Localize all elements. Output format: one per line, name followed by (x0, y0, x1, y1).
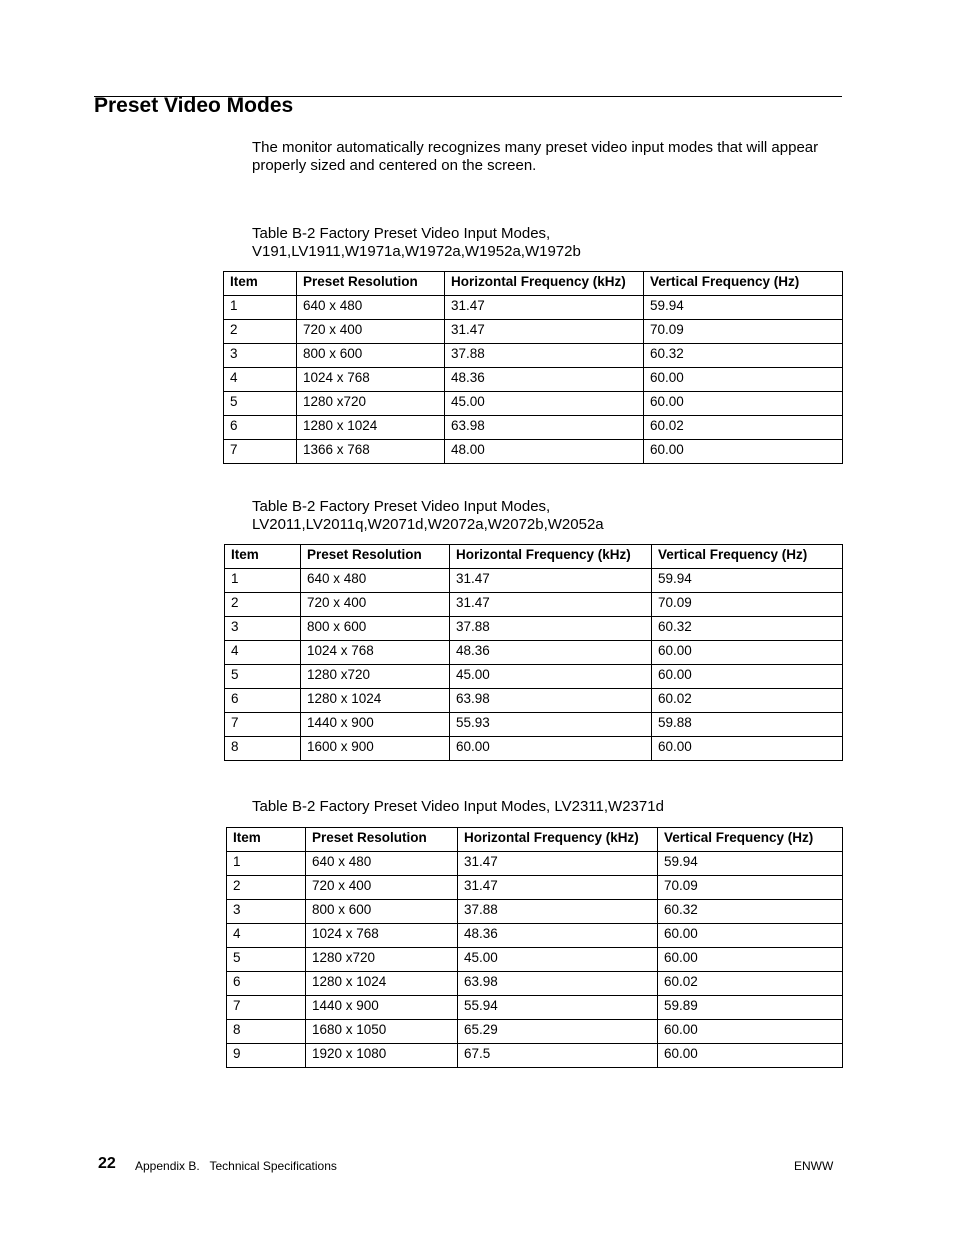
cell-horizontal: 37.88 (450, 617, 652, 641)
cell-item: 3 (224, 344, 297, 368)
cell-vertical: 70.09 (658, 876, 843, 900)
page-title: Preset Video Modes (94, 94, 294, 117)
cell-horizontal: 48.36 (458, 924, 658, 948)
table-row (224, 344, 843, 368)
header-preset-resolution: Preset Resolution (306, 828, 458, 852)
cell-vertical: 60.00 (644, 368, 843, 392)
cell-horizontal: 63.98 (445, 416, 644, 440)
cell-vertical: 60.32 (658, 900, 843, 924)
table-caption-1-line2: V191,LV1911,W1971a,W1972a,W1952a,W1972b (252, 243, 581, 260)
cell-resolution: 800 x 600 (301, 617, 450, 641)
cell-item: 6 (224, 416, 297, 440)
cell-item: 4 (225, 641, 301, 665)
cell-horizontal: 37.88 (458, 900, 658, 924)
table-row (225, 689, 843, 713)
cell-item: 3 (227, 900, 306, 924)
cell-horizontal: 45.00 (458, 948, 658, 972)
cell-item: 5 (225, 665, 301, 689)
cell-resolution: 720 x 400 (301, 593, 450, 617)
table-header-row (225, 545, 843, 569)
table-row (224, 392, 843, 416)
header-item: Item (224, 272, 297, 296)
cell-item: 1 (225, 569, 301, 593)
header-vertical-frequency: Vertical Frequency (Hz) (644, 272, 843, 296)
table-row (227, 852, 843, 876)
cell-vertical: 60.00 (658, 1020, 843, 1044)
page-number: 22 (98, 1155, 116, 1172)
header-horizontal-frequency: Horizontal Frequency (kHz) (458, 828, 658, 852)
intro-paragraph: The monitor automatically recognizes many preset video input modes that will appear properly sized and centered on the screen. (252, 139, 819, 174)
table-row (227, 900, 843, 924)
cell-item: 2 (225, 593, 301, 617)
cell-horizontal: 31.47 (458, 876, 658, 900)
cell-resolution: 1440 x 900 (301, 713, 450, 737)
cell-horizontal: 48.36 (450, 641, 652, 665)
header-vertical-frequency: Vertical Frequency (Hz) (652, 545, 843, 569)
cell-item: 4 (224, 368, 297, 392)
preset-modes-table-1 (223, 271, 843, 464)
table-row (227, 948, 843, 972)
cell-vertical: 60.00 (658, 924, 843, 948)
header-vertical-frequency: Vertical Frequency (Hz) (658, 828, 843, 852)
table-row (227, 972, 843, 996)
table-row (225, 665, 843, 689)
table-row (224, 440, 843, 464)
cell-vertical: 60.32 (644, 344, 843, 368)
header-preset-resolution: Preset Resolution (297, 272, 445, 296)
cell-item: 2 (224, 320, 297, 344)
cell-resolution: 1680 x 1050 (306, 1020, 458, 1044)
cell-horizontal: 31.47 (445, 320, 644, 344)
cell-vertical: 59.94 (652, 569, 843, 593)
table-row (227, 876, 843, 900)
cell-resolution: 1280 x 1024 (306, 972, 458, 996)
cell-resolution: 1280 x 1024 (297, 416, 445, 440)
cell-item: 5 (227, 948, 306, 972)
table-header-row (227, 828, 843, 852)
cell-horizontal: 45.00 (450, 665, 652, 689)
preset-modes-table-2 (224, 544, 843, 761)
table-row (225, 593, 843, 617)
cell-resolution: 720 x 400 (306, 876, 458, 900)
table-row (225, 713, 843, 737)
cell-horizontal: 31.47 (445, 296, 644, 320)
cell-resolution: 640 x 480 (297, 296, 445, 320)
cell-vertical: 60.00 (652, 665, 843, 689)
header-item: Item (227, 828, 306, 852)
cell-resolution: 720 x 400 (297, 320, 445, 344)
table-caption-3 (252, 798, 664, 816)
cell-horizontal: 55.94 (458, 996, 658, 1020)
table-row (224, 296, 843, 320)
cell-horizontal: 60.00 (450, 737, 652, 761)
cell-horizontal: 31.47 (450, 593, 652, 617)
cell-horizontal: 31.47 (450, 569, 652, 593)
cell-vertical: 70.09 (644, 320, 843, 344)
cell-vertical: 60.02 (658, 972, 843, 996)
cell-vertical: 59.89 (658, 996, 843, 1020)
cell-resolution: 1024 x 768 (306, 924, 458, 948)
cell-item: 5 (224, 392, 297, 416)
cell-resolution: 1280 x720 (301, 665, 450, 689)
cell-resolution: 800 x 600 (306, 900, 458, 924)
cell-item: 8 (227, 1020, 306, 1044)
cell-horizontal: 65.29 (458, 1020, 658, 1044)
table-caption-2 (252, 498, 604, 534)
cell-vertical: 59.94 (644, 296, 843, 320)
cell-item: 8 (225, 737, 301, 761)
table-row (225, 569, 843, 593)
table-row (224, 320, 843, 344)
cell-resolution: 640 x 480 (301, 569, 450, 593)
cell-horizontal: 37.88 (445, 344, 644, 368)
cell-item: 1 (227, 852, 306, 876)
table-caption-1 (252, 225, 581, 261)
cell-vertical: 70.09 (652, 593, 843, 617)
cell-horizontal: 63.98 (458, 972, 658, 996)
cell-horizontal: 48.36 (445, 368, 644, 392)
cell-vertical: 59.88 (652, 713, 843, 737)
cell-item: 6 (227, 972, 306, 996)
header-horizontal-frequency: Horizontal Frequency (kHz) (450, 545, 652, 569)
table-caption-3-line1: Table B-2 Factory Preset Video Input Modes, LV2311,W2371d (252, 798, 664, 815)
cell-resolution: 800 x 600 (297, 344, 445, 368)
table-row (227, 924, 843, 948)
footer-locale: ENWW (794, 1159, 834, 1173)
cell-vertical: 60.02 (644, 416, 843, 440)
cell-resolution: 1440 x 900 (306, 996, 458, 1020)
table-caption-1-line1: Table B-2 Factory Preset Video Input Modes, (252, 225, 551, 242)
cell-resolution: 640 x 480 (306, 852, 458, 876)
cell-item: 7 (224, 440, 297, 464)
table-row (225, 617, 843, 641)
cell-vertical: 59.94 (658, 852, 843, 876)
cell-vertical: 60.00 (652, 641, 843, 665)
header-item: Item (225, 545, 301, 569)
cell-vertical: 60.00 (658, 948, 843, 972)
cell-vertical: 60.32 (652, 617, 843, 641)
cell-horizontal: 55.93 (450, 713, 652, 737)
cell-resolution: 1024 x 768 (297, 368, 445, 392)
cell-item: 4 (227, 924, 306, 948)
cell-horizontal: 31.47 (458, 852, 658, 876)
cell-resolution: 1600 x 900 (301, 737, 450, 761)
cell-item: 3 (225, 617, 301, 641)
cell-item: 1 (224, 296, 297, 320)
table-row (224, 416, 843, 440)
table-row (227, 1020, 843, 1044)
table-row (227, 1044, 843, 1068)
cell-vertical: 60.00 (644, 440, 843, 464)
table-caption-2-line1: Table B-2 Factory Preset Video Input Modes, (252, 498, 551, 515)
table-row (224, 368, 843, 392)
cell-horizontal: 63.98 (450, 689, 652, 713)
preset-modes-table-3 (226, 827, 843, 1068)
cell-resolution: 1024 x 768 (301, 641, 450, 665)
cell-item: 6 (225, 689, 301, 713)
cell-resolution: 1366 x 768 (297, 440, 445, 464)
cell-vertical: 60.00 (644, 392, 843, 416)
cell-vertical: 60.00 (652, 737, 843, 761)
cell-resolution: 1280 x 1024 (301, 689, 450, 713)
footer-section: Appendix B. Technical Specifications (135, 1159, 337, 1173)
cell-horizontal: 45.00 (445, 392, 644, 416)
cell-horizontal: 67.5 (458, 1044, 658, 1068)
table-caption-2-line2: LV2011,LV2011q,W2071d,W2072a,W2072b,W2052a (252, 516, 604, 533)
table-row (227, 996, 843, 1020)
table-row (225, 737, 843, 761)
cell-vertical: 60.02 (652, 689, 843, 713)
cell-vertical: 60.00 (658, 1044, 843, 1068)
cell-item: 7 (227, 996, 306, 1020)
table-header-row (224, 272, 843, 296)
cell-resolution: 1920 x 1080 (306, 1044, 458, 1068)
header-horizontal-frequency: Horizontal Frequency (kHz) (445, 272, 644, 296)
cell-item: 9 (227, 1044, 306, 1068)
cell-resolution: 1280 x720 (306, 948, 458, 972)
cell-item: 7 (225, 713, 301, 737)
cell-item: 2 (227, 876, 306, 900)
table-row (225, 641, 843, 665)
header-preset-resolution: Preset Resolution (301, 545, 450, 569)
cell-resolution: 1280 x720 (297, 392, 445, 416)
cell-horizontal: 48.00 (445, 440, 644, 464)
